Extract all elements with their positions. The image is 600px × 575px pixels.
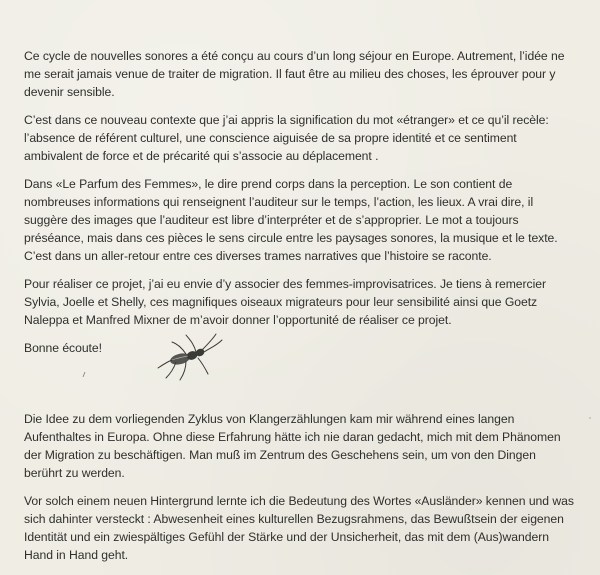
french-paragraph-1: Ce cycle de nouvelles sonores a été conçu au cours d’un long séjour en Europe. Autrement, l’idée ne me serait jamais venue de traiter de migration. Il faut être au milieu des choses, les éprouver pour y devenir sensible.: [24, 49, 565, 99]
french-paragraph-4: Pour réaliser ce projet, j’ai eu envie d’y associer des femmes-improvisatrices. Je tiens à remercier Sylvia, Joelle et Shelly, ces magnifiques oiseaux migrateurs pour leur sensibilité ainsi que Goetz Naleppa et Manfred Mixner de m’avoir donner l’opportunité de réaliser ce projet.: [24, 277, 546, 327]
german-text-block: [24, 410, 576, 574]
french-text-block: [24, 47, 576, 367]
german-paragraph-2: Vor solch einem neuen Hintergrund lernte ich die Bedeutung des Wortes «Ausländer» kennen und was sich dahinter versteckt : Abwesenheit eines kulturellen Bezugsrahmens, das Bewußtsein der eigenen Identität und ein zwiespältiges Gefühl der Stärke und der Unsicherheit, das mit dem (Aus)wandern Hand in Hand geht.: [24, 494, 574, 562]
french-closing: Bonne écoute!: [24, 341, 102, 355]
german-paragraph-1: Die Idee zu dem vorliegenden Zyklus von Klangerzählungen kam mir während eines langen Aufenthaltes in Europa. Ohne diese Erfahrung hätte ich nie daran gedacht, mich mit dem Phänomen der Migration zu beschäftigen. Man muß im Zentrum des Geschehens sein, um von den Dingen berührt zu werden.: [24, 412, 561, 480]
french-paragraph-3: Dans «Le Parfum des Femmes», le dire prend corps dans la perception. Le son contient de nombreuses informations qui renseignent l’auditeur sur le temps, l’action, les lieux. A vrai dire, il suggère des images que l’auditeur est libre d’interpréter et de s’approprier. Le mot a toujours préséance, mais dans ces pièces le sens circule entre les paysages sonores, la musique et le texte. C’est dans un aller-retour entre ces diverses trames narratives que l’histoire se raconte.: [24, 177, 558, 263]
french-paragraph-2: C’est dans ce nouveau contexte que j’ai appris la signification du mot «étranger» et ce qu’il recèle: l’absence de référent culturel, une conscience aiguisée de sa propre identité et ce sentiment ambivalent de force et de précarité qui s’associe au déplacement .: [24, 113, 549, 163]
beetle-icon: [150, 330, 225, 382]
